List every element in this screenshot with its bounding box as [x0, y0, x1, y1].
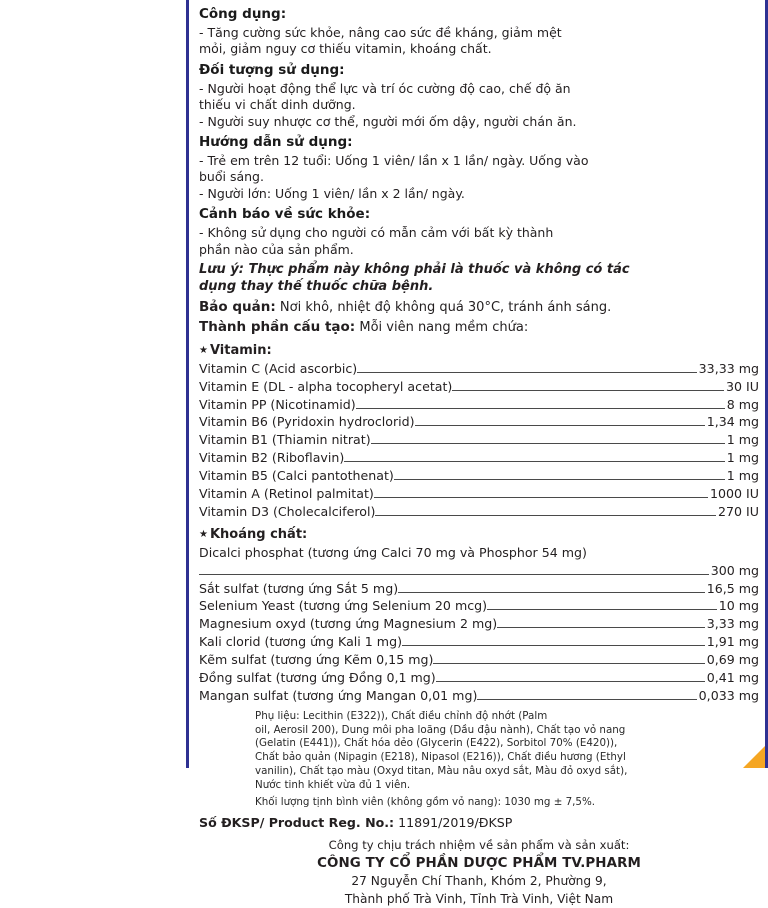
excipients-label: Phụ liệu: — [255, 709, 300, 722]
excipients-line-3: (Gelatin (E441)), Chất hóa dẻo (Glycerin (E422), Sorbitol 70% (E420)), — [255, 737, 618, 750]
registration-label: Số ĐKSP/ Product Reg. No.: — [199, 815, 395, 831]
directions-line-1: - Trẻ em trên 12 tuổi: Uống 1 viên/ lần x 1 lần/ ngày. Uống vào — [199, 152, 589, 168]
ingredient-name: Vitamin B1 (Thiamin nitrat) — [199, 432, 371, 448]
ingredient-name: Selenium Yeast (tương ứng Selenium 20 mcg) — [199, 598, 488, 614]
ingredient-amount: 1000 IU — [710, 485, 759, 501]
disclaimer-note-line-1: Lưu ý: Thực phẩm này không phải là thuốc và không có tác — [199, 262, 630, 278]
company-address-line-1: 27 Nguyễn Chí Thanh, Khóm 2, Phường 9, — [351, 874, 607, 889]
ingredient-amount: 10 mg — [718, 598, 759, 614]
dotted-leader — [452, 383, 724, 391]
directions-line-2: buổi sáng. — [199, 169, 264, 185]
registration-value: 11891/2019/ĐKSP — [394, 815, 513, 831]
ingredient-row — [199, 687, 759, 705]
excipients-line-4: Chất bảo quản (Nipagin (E218), Nipasol (E216)), Chất điều hương (Ethyl — [255, 751, 626, 764]
label-content — [199, 6, 759, 908]
ingredient-row — [199, 669, 759, 687]
ingredient-row — [199, 467, 759, 485]
excipients-line-5: vanilin), Chất tạo màu (Oxyd titan, Màu nâu oxyd sắt, Màu đỏ oxyd sắt), — [255, 764, 628, 777]
excipients-line-2: oil, Aerosil 200), Dung môi pha loãng (Dầu đậu nành), Chất tạo vỏ nang — [255, 723, 626, 736]
ingredient-name: Vitamin PP (Nicotinamid) — [199, 396, 356, 412]
warning-line-2: phần nào của sản phẩm. — [199, 241, 354, 257]
ingredient-name: Sắt sulfat (tương ứng Sắt 5 mg) — [199, 580, 399, 596]
ingredient-name: Vitamin B5 (Calci pantothenat) — [199, 468, 394, 484]
ingredient-amount: 30 IU — [726, 378, 759, 394]
ingredient-name: Vitamin B6 (Pyridoxin hydroclorid) — [199, 414, 415, 430]
target-users-line-2: thiếu vi chất dinh dưỡng. — [199, 97, 356, 113]
ingredient-name: Kẽm sulfat (tương ứng Kẽm 0,15 mg) — [199, 652, 434, 668]
star-bullet-icon: ★ — [199, 344, 208, 356]
storage-text: Nơi khô, nhiệt độ không quá 30°C, tránh ánh sáng. — [275, 300, 612, 316]
dotted-leader — [433, 656, 704, 664]
ingredient-row — [199, 597, 759, 615]
ingredient-amount: 0,033 mg — [698, 687, 759, 703]
dotted-leader — [344, 454, 724, 462]
ingredient-amount: 270 IU — [718, 503, 759, 519]
mineral-heading — [199, 526, 759, 543]
vitamin-heading-label: Vitamin: — [209, 342, 272, 358]
manufacturer-footer — [199, 837, 759, 908]
dotted-leader — [374, 490, 708, 498]
ingredient-amount: 3,33 mg — [706, 616, 759, 632]
ingredient-name: Vitamin A (Retinol palmitat) — [199, 485, 374, 501]
target-users-line-3: - Người suy nhược cơ thể, người mới ốm dậy, người chán ăn. — [199, 113, 577, 129]
dotted-leader — [402, 638, 705, 646]
uses-line-2: mỏi, giảm nguy cơ thiếu vitamin, khoáng chất. — [199, 41, 492, 57]
ingredient-row — [199, 580, 759, 598]
ingredient-row — [199, 396, 759, 414]
excipients-text-1: Lecithin (E322)), Chất điều chỉnh độ nhớt (Palm — [299, 709, 548, 722]
ingredient-name: Magnesium oxyd (tương ứng Magnesium 2 mg) — [199, 616, 498, 632]
excipients-block — [199, 710, 759, 810]
star-bullet-icon: ★ — [199, 528, 208, 540]
vitamin-heading — [199, 342, 759, 359]
disclaimer-note-line-2: dụng thay thế thuốc chữa bệnh. — [199, 279, 434, 295]
dotted-leader — [371, 436, 725, 444]
ingredient-row — [199, 485, 759, 503]
ingredient-name: Vitamin B2 (Riboflavin) — [199, 450, 345, 466]
company-address-line-2: Thành phố Trà Vinh, Tỉnh Trà Vinh, Việt Nam — [344, 891, 614, 906]
ingredient-name: Kali clorid (tương ứng Kali 1 mg) — [199, 634, 402, 650]
ingredient-amount: 0,69 mg — [706, 652, 759, 668]
ingredient-amount: 1 mg — [726, 432, 759, 448]
ingredient-row — [199, 431, 759, 449]
ingredient-row — [199, 503, 759, 521]
composition-text: Mỗi viên nang mềm chứa: — [355, 319, 529, 335]
ingredient-name: Vitamin C (Acid ascorbic) — [199, 360, 358, 376]
ingredient-row — [199, 378, 759, 396]
ingredient-amount: 300 mg — [710, 562, 759, 578]
ingredient-name: Dicalci phosphat (tương ứng Calci 70 mg và Phosphor 54 mg) — [199, 544, 587, 560]
ingredient-row — [199, 544, 759, 580]
excipients-line-6: Nước tinh khiết vừa đủ 1 viên. — [255, 778, 411, 791]
ingredient-row — [199, 615, 759, 633]
responsibility-line: Công ty chịu trách nhiệm về sản phẩm và sản xuất: — [328, 837, 630, 852]
composition-label: Thành phần cấu tạo: — [199, 318, 356, 335]
dotted-leader — [199, 567, 709, 575]
ingredient-name: Vitamin D3 (Cholecalciferol) — [199, 503, 376, 519]
heading-uses: Công dụng: — [199, 6, 287, 22]
ingredient-amount: 1 mg — [726, 468, 759, 484]
directions-line-3: - Người lớn: Uống 1 viên/ lần x 2 lần/ ngày. — [199, 185, 465, 201]
ingredient-amount: 1,91 mg — [706, 634, 759, 650]
dotted-leader — [497, 620, 705, 628]
net-weight-line: Khối lượng tịnh bình viên (không gồm vỏ nang): 1030 mg ± 7,5%. — [255, 795, 596, 808]
warning-line-1: - Không sử dụng cho người có mẫn cảm với bất kỳ thành — [199, 225, 554, 241]
ingredient-amount: 16,5 mg — [706, 580, 759, 596]
left-border-rule — [186, 0, 189, 768]
ingredient-amount: 33,33 mg — [698, 360, 759, 376]
ingredient-row — [199, 651, 759, 669]
dotted-leader — [487, 603, 717, 611]
ingredient-amount: 0,41 mg — [706, 669, 759, 685]
uses-line-1: - Tăng cường sức khỏe, nâng cao sức đề kháng, giảm mệt — [199, 24, 562, 40]
dotted-leader — [398, 585, 705, 593]
ingredient-row — [199, 633, 759, 651]
company-name: CÔNG TY CỔ PHẦN DƯỢC PHẨM TV.PHARM — [317, 856, 641, 872]
ingredient-row — [199, 360, 759, 378]
dotted-leader — [477, 692, 696, 700]
ingredient-row — [199, 449, 759, 467]
registration-row — [199, 815, 759, 832]
ingredient-amount: 1 mg — [726, 450, 759, 466]
storage-row — [199, 299, 759, 317]
composition-row — [199, 319, 759, 337]
target-users-line-1: - Người hoạt động thể lực và trí óc cường độ cao, chế độ ăn — [199, 80, 571, 96]
heading-health-warning: Cảnh báo về sức khỏe: — [199, 206, 371, 223]
mineral-heading-label: Khoáng chất: — [209, 526, 308, 542]
ingredient-name: Đồng sulfat (tương ứng Đồng 0,1 mg) — [199, 669, 436, 685]
dotted-leader — [357, 365, 696, 373]
dotted-leader — [356, 401, 725, 409]
ingredient-amount: 8 mg — [726, 396, 759, 412]
dotted-leader — [415, 419, 705, 427]
heading-target-users: Đối tượng sử dụng: — [199, 61, 345, 78]
ingredient-row — [199, 413, 759, 431]
heading-directions: Hướng dẫn sử dụng: — [199, 134, 353, 151]
ingredient-amount: 1,34 mg — [706, 414, 759, 430]
excipients-line-1 — [255, 710, 759, 724]
ingredient-name: Mangan sulfat (tương ứng Mangan 0,01 mg) — [199, 687, 478, 703]
dotted-leader — [394, 472, 725, 480]
storage-label: Bảo quản: — [199, 299, 276, 316]
dotted-leader — [375, 508, 716, 516]
dotted-leader — [436, 674, 705, 682]
ingredient-name: Vitamin E (DL - alpha tocopheryl acetat) — [199, 378, 453, 394]
